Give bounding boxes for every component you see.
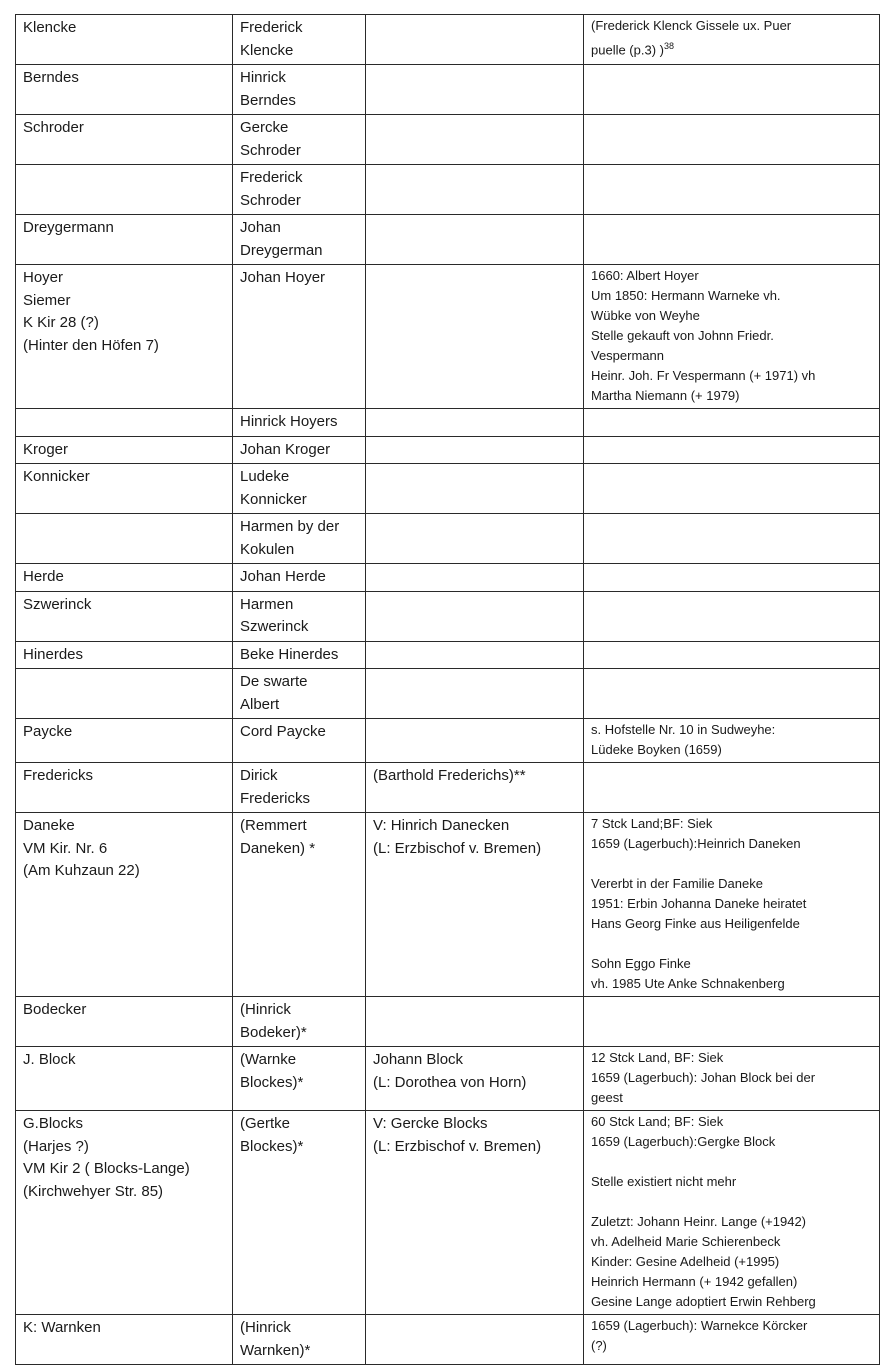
lord-cell [366, 1111, 584, 1315]
table-row [16, 669, 880, 719]
lord-cell [366, 1047, 584, 1111]
table-row [16, 165, 880, 215]
cell-text: Dreygermann [23, 219, 114, 236]
holder-name-cell [233, 65, 366, 115]
notes-cell [584, 1315, 880, 1365]
lord-cell [366, 65, 584, 115]
cell-text: V: Gercke Blocks (L: Erzbischof v. Bremen) [373, 1115, 542, 1155]
family-name-cell [16, 409, 233, 437]
table-row [16, 1315, 880, 1365]
family-name-cell [16, 165, 233, 215]
holder-name-cell [233, 763, 366, 813]
family-name-cell [16, 436, 233, 464]
cell-text: Kroger [23, 440, 69, 458]
lord-cell [366, 669, 584, 719]
cell-text: (Gertke Blockes)* [240, 1115, 304, 1155]
holder-name-cell [233, 813, 366, 997]
notes-cell [584, 65, 880, 115]
cell-text: De swarte Albert [240, 673, 308, 713]
holder-name-cell [233, 436, 366, 464]
table-row [16, 1111, 880, 1315]
lord-cell [366, 15, 584, 65]
table-row [16, 15, 880, 65]
cell-text: (Hinrick Bodeker)* [240, 1001, 307, 1041]
holder-name-cell [233, 669, 366, 719]
notes-cell [584, 719, 880, 763]
holder-name-cell [233, 115, 366, 165]
cell-text: 7 Stck Land;BF: Siek 1659 (Lagerbuch):Heinrich Daneken Vererbt in der Familie Daneke 1951: Erbin Johanna Daneke heiratet Hans Georg Finke aus Heiligenfelde Sohn Eggo Finke vh. 1985 Ute Anke Schnakenberg [591, 816, 807, 991]
holder-name-cell [233, 641, 366, 669]
lord-cell [366, 997, 584, 1047]
family-name-cell [16, 719, 233, 763]
table-row [16, 1047, 880, 1111]
holder-name-cell [233, 215, 366, 265]
notes-cell [584, 165, 880, 215]
cell-text: (Hinrick Warnken)* [240, 1319, 311, 1359]
cell-text: J. Block [23, 1051, 76, 1068]
notes-cell [584, 763, 880, 813]
cell-text: Johan Hoyer [240, 269, 326, 286]
cell-text: Fredericks [23, 767, 94, 784]
footnote-marker: 38 [663, 41, 674, 51]
notes-cell [584, 464, 880, 514]
holder-name-cell [233, 564, 366, 592]
family-name-cell [16, 641, 233, 669]
cell-text: Berndes [23, 69, 79, 86]
holder-name-cell [233, 997, 366, 1047]
table-row [16, 65, 880, 115]
cell-text: Klencke [23, 19, 77, 36]
notes-cell [584, 15, 880, 65]
holder-name-cell [233, 591, 366, 641]
table-row [16, 763, 880, 813]
notes-cell [584, 1047, 880, 1111]
cell-text: Schroder [23, 119, 84, 136]
cell-text: 60 Stck Land; BF: Siek 1659 (Lagerbuch):Gergke Block Stelle existiert nicht mehr Zuletzt: Johann Heinr. Lange (+1942) vh. Adelheid Marie Schierenbeck Kinder: Gesine Adelheid (+1995) Heinrich Hermann (+ 1942 gefallen) Gesine Lange adoptiert Erwin Rehberg [591, 1114, 816, 1309]
notes-cell [584, 669, 880, 719]
lord-cell [366, 265, 584, 409]
lord-cell [366, 215, 584, 265]
cell-text: Paycke [23, 723, 73, 740]
register-table-body [16, 15, 880, 1365]
cell-text: Bodecker [23, 1001, 87, 1018]
lord-cell [366, 115, 584, 165]
cell-text: Hinrick Berndes [240, 69, 296, 109]
holder-name-cell [233, 165, 366, 215]
family-name-cell [16, 514, 233, 564]
cell-text: Konnicker [23, 468, 90, 485]
lord-cell [366, 591, 584, 641]
notes-cell [584, 409, 880, 437]
holder-name-cell [233, 464, 366, 514]
notes-cell [584, 436, 880, 464]
lord-cell [366, 464, 584, 514]
lord-cell [366, 813, 584, 997]
notes-cell [584, 115, 880, 165]
table-row [16, 464, 880, 514]
cell-text: Harmen by der Kokulen [240, 518, 340, 558]
cell-text: Szwerinck [23, 595, 92, 613]
family-name-cell [16, 215, 233, 265]
notes-cell [584, 1111, 880, 1315]
cell-text: (Remmert Daneken) * [240, 817, 316, 857]
cell-text: Frederick Klencke [240, 19, 303, 59]
lord-cell [366, 514, 584, 564]
family-name-cell [16, 115, 233, 165]
cell-text: Beke Hinerdes [240, 645, 339, 663]
lord-cell [366, 641, 584, 669]
cell-text: (Frederick Klenck Gissele ux. Puer puelle (p.3) ) [591, 18, 792, 58]
cell-text: Frederick Schroder [240, 169, 303, 209]
cell-text: 1660: Albert Hoyer Um 1850: Hermann Warneke vh. Wübke von Weyhe Stelle gekauft von Johnn Friedr. Vespermann Heinr. Joh. Fr Vespermann (+ 1971) vh Martha Niemann (+ 1979) [591, 268, 816, 403]
cell-text: Hinerdes [23, 645, 84, 663]
notes-cell [584, 265, 880, 409]
cell-text: Johan Herde [240, 568, 326, 585]
cell-text: Harmen Szwerinck [240, 595, 309, 635]
table-row [16, 514, 880, 564]
family-name-cell [16, 265, 233, 409]
holder-name-cell [233, 1315, 366, 1365]
register-table [15, 14, 880, 1365]
family-name-cell [16, 15, 233, 65]
table-row [16, 436, 880, 464]
cell-text: Dirick Fredericks [240, 767, 311, 807]
notes-cell [584, 641, 880, 669]
cell-text: (Barthold Frederichs)** [373, 767, 526, 784]
table-row [16, 641, 880, 669]
cell-text: Hoyer Siemer K Kir 28 (?) (Hinter den Höfen 7) [23, 269, 159, 354]
cell-text: Johan Kroger [240, 440, 331, 458]
cell-text: K: Warnken [23, 1319, 101, 1336]
cell-text: 12 Stck Land, BF: Siek 1659 (Lagerbuch): Johan Block bei der geest [591, 1050, 816, 1105]
family-name-cell [16, 997, 233, 1047]
family-name-cell [16, 669, 233, 719]
table-row [16, 115, 880, 165]
cell-text: Herde [23, 568, 64, 585]
family-name-cell [16, 763, 233, 813]
table-row [16, 719, 880, 763]
cell-text: Ludeke Konnicker [240, 468, 307, 508]
cell-text: V: Hinrich Danecken (L: Erzbischof v. Bremen) [373, 817, 542, 857]
holder-name-cell [233, 409, 366, 437]
family-name-cell [16, 1047, 233, 1111]
cell-text: (Warnke Blockes)* [240, 1051, 304, 1091]
notes-cell [584, 591, 880, 641]
holder-name-cell [233, 265, 366, 409]
family-name-cell [16, 813, 233, 997]
cell-text: Daneke VM Kir. Nr. 6 (Am Kuhzaun 22) [23, 817, 140, 879]
cell-text: s. Hofstelle Nr. 10 in Sudweyhe: Lüdeke Boyken (1659) [591, 722, 776, 757]
cell-text: Cord Paycke [240, 723, 326, 740]
lord-cell [366, 1315, 584, 1365]
holder-name-cell [233, 1047, 366, 1111]
lord-cell [366, 719, 584, 763]
lord-cell [366, 409, 584, 437]
lord-cell [366, 165, 584, 215]
holder-name-cell [233, 719, 366, 763]
table-row [16, 265, 880, 409]
table-row [16, 591, 880, 641]
table-row [16, 813, 880, 997]
table-row [16, 997, 880, 1047]
notes-cell [584, 514, 880, 564]
holder-name-cell [233, 1111, 366, 1315]
notes-cell [584, 215, 880, 265]
family-name-cell [16, 564, 233, 592]
holder-name-cell [233, 514, 366, 564]
family-name-cell [16, 591, 233, 641]
notes-cell [584, 813, 880, 997]
family-name-cell [16, 1111, 233, 1315]
notes-cell [584, 564, 880, 592]
holder-name-cell [233, 15, 366, 65]
table-row [16, 215, 880, 265]
notes-cell [584, 997, 880, 1047]
table-row [16, 564, 880, 592]
cell-text: Hinrick Hoyers [240, 413, 338, 430]
lord-cell [366, 564, 584, 592]
cell-text: 1659 (Lagerbuch): Warnekce Körcker (?) [591, 1318, 808, 1353]
family-name-cell [16, 65, 233, 115]
table-row [16, 409, 880, 437]
cell-text: Johan Dreygerman [240, 219, 323, 259]
lord-cell [366, 436, 584, 464]
cell-text: Johann Block (L: Dorothea von Horn) [373, 1051, 527, 1091]
lord-cell [366, 763, 584, 813]
cell-text: G.Blocks (Harjes ?) VM Kir 2 ( Blocks-Lange) (Kirchwehyer Str. 85) [23, 1115, 190, 1200]
family-name-cell [16, 464, 233, 514]
family-name-cell [16, 1315, 233, 1365]
cell-text: Gercke Schroder [240, 119, 301, 159]
